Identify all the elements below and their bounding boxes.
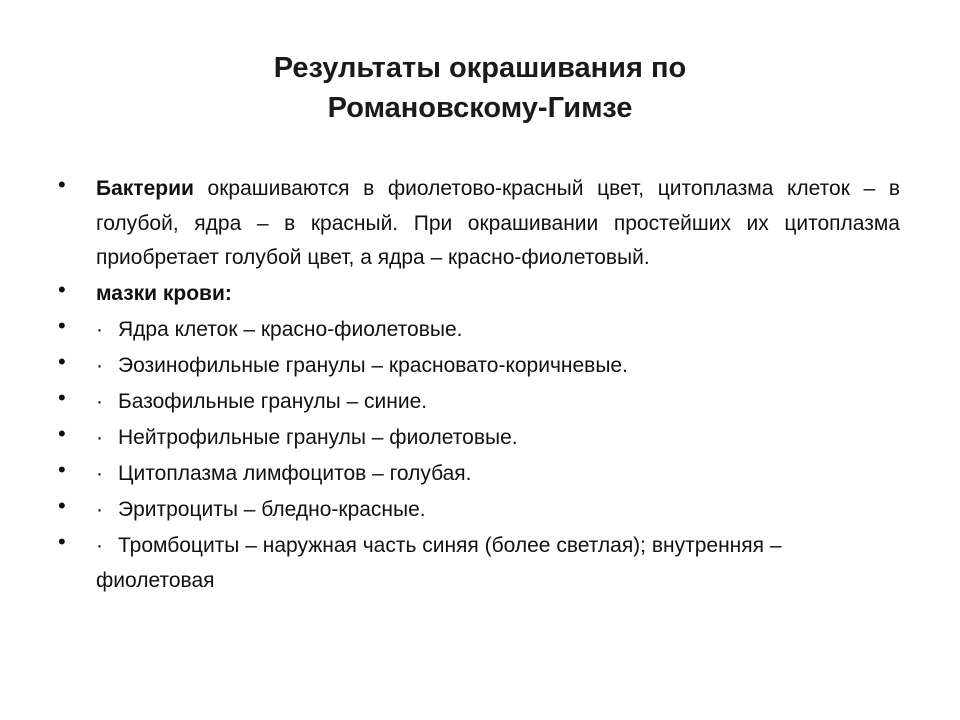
list-item	[58, 529, 900, 598]
bullet-icon: •	[58, 277, 66, 302]
bullet-icon: •	[58, 313, 66, 338]
bullet-icon: •	[58, 349, 66, 374]
item-text: Базофильные гранулы – синие.	[118, 390, 428, 413]
middle-dot-marker: ·	[96, 462, 103, 485]
list-item	[58, 385, 900, 420]
slide-title	[80, 48, 880, 128]
bullet-list	[58, 172, 900, 600]
bullet-icon: •	[58, 172, 66, 197]
item-bold-label: Бактерии	[96, 177, 194, 200]
bullet-icon: •	[58, 421, 66, 446]
item-text: Нейтрофильные гранулы – фиолетовые.	[118, 426, 518, 449]
title-line-2: Романовскому-Гимзе	[327, 92, 633, 124]
middle-dot-marker: ·	[96, 498, 103, 521]
middle-dot-marker: ·	[96, 354, 103, 377]
item-text: окрашиваются в фиолетово-красный цвет, цитоплазма клеток – в голубой, ядра – в красный. При окрашивании простейших их цитоплазма приобретает голубой цвет, а ядра – красно-фиолетовый.	[96, 177, 900, 269]
bullet-icon: •	[58, 493, 66, 518]
list-item	[58, 313, 900, 348]
item-text: Цитоплазма лимфоцитов – голубая.	[118, 462, 472, 485]
middle-dot-marker: ·	[96, 318, 103, 341]
bullet-icon: •	[58, 529, 66, 554]
bullet-icon: •	[58, 457, 66, 482]
list-item	[58, 457, 900, 492]
middle-dot-marker: ·	[96, 534, 103, 557]
item-bold-label: мазки крови:	[96, 282, 232, 305]
title-line-1: Результаты окрашивания по	[273, 52, 687, 84]
list-item-blood-smears	[58, 277, 900, 312]
list-item	[58, 421, 900, 456]
list-item	[58, 493, 900, 528]
item-text: Эозинофильные гранулы – красновато-коричневые.	[118, 354, 628, 377]
item-text: Ядра клеток – красно-фиолетовые.	[118, 318, 463, 341]
middle-dot-marker: ·	[96, 426, 103, 449]
middle-dot-marker: ·	[96, 390, 103, 413]
item-text: Эритроциты – бледно-красные.	[118, 498, 426, 521]
list-item-bacteria	[58, 172, 900, 276]
item-text: Тромбоциты – наружная часть синяя (более светлая); внутренняя – фиолетовая	[96, 534, 782, 592]
list-item	[58, 349, 900, 384]
bullet-icon: •	[58, 385, 66, 410]
